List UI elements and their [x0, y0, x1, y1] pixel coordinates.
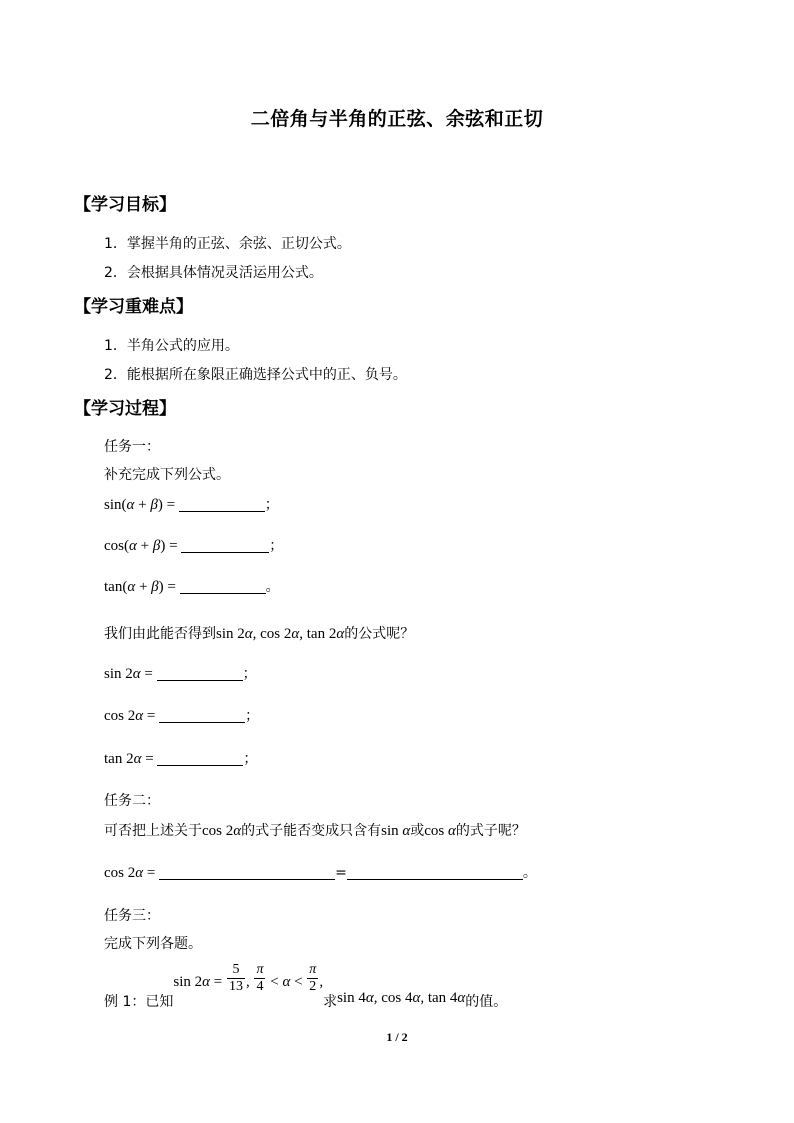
section-heading-process: 【学习过程】 — [74, 399, 176, 419]
page-number: 1 / 2 — [386, 1030, 408, 1044]
task2-question: 可否把上述关于cos 2α的式子能否变成只含有sin α或cos α的式子呢？ — [104, 823, 526, 839]
answer-blank[interactable] — [347, 863, 523, 880]
page-title: 二倍角与半角的正弦、余弦和正切 — [250, 108, 544, 130]
answer-blank[interactable] — [159, 706, 245, 723]
section-heading-key-points: 【学习重难点】 — [74, 297, 193, 317]
key-point-item: 2．能根据所在象限正确选择公式中的正、负号。 — [104, 367, 407, 383]
answer-blank[interactable] — [159, 863, 335, 880]
formula-tan-double: tan 2α = ； — [104, 751, 258, 767]
task-label: 任务一： — [104, 439, 160, 455]
formula-cos-sum: cos(α + β) = ； — [104, 538, 284, 554]
objective-item: 2．会根据具体情况灵活运用公式。 — [104, 265, 323, 281]
example-1: 例 1：已知sin 2α = $\frac{5}{13}$ , $\frac{\pi}{4}$ < α < $\frac{\pi}{2}$ ,求sin 4α, cos 4α, tan 4α的值。 — [104, 962, 508, 1010]
task-instruction: 补充完成下列公式。 — [104, 467, 230, 483]
objective-item: 1．掌握半角的正弦、余弦、正切公式。 — [104, 236, 351, 252]
formula-sin-sum: sin(α + β) = ； — [104, 497, 279, 513]
formula-sin-double: sin 2α = ； — [104, 666, 257, 682]
answer-blank[interactable] — [157, 664, 243, 681]
task-label: 任务三： — [104, 908, 160, 924]
formula-cos-double: cos 2α = ； — [104, 708, 260, 724]
formula-cos-double-expand: cos 2α = = 。 — [104, 865, 537, 881]
answer-blank[interactable] — [179, 495, 265, 512]
answer-blank[interactable] — [180, 577, 266, 594]
task-instruction: 完成下列各题。 — [104, 936, 202, 952]
task-label: 任务二： — [104, 793, 160, 809]
task1-question: 我们由此能否得到sin 2α, cos 2α, tan 2α的公式呢？ — [104, 626, 415, 642]
answer-blank[interactable] — [181, 536, 269, 553]
answer-blank[interactable] — [157, 749, 243, 766]
key-point-item: 1．半角公式的应用。 — [104, 338, 239, 354]
formula-tan-sum: tan(α + β) = 。 — [104, 579, 280, 595]
section-heading-objectives: 【学习目标】 — [74, 195, 176, 215]
